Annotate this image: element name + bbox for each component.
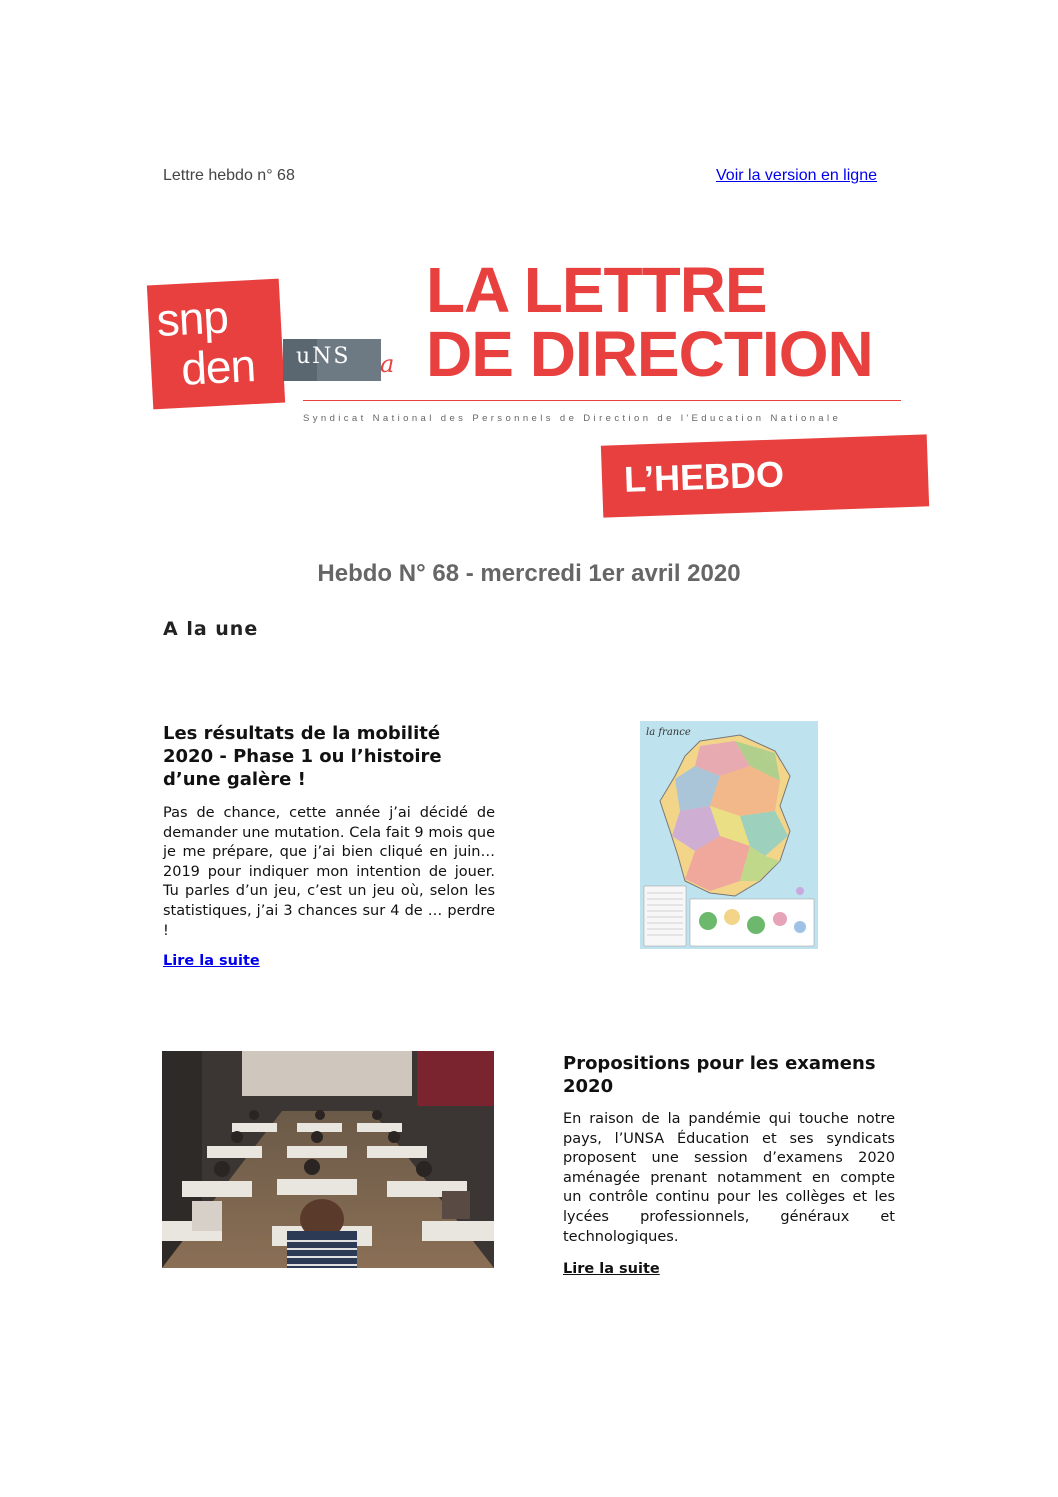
- logo-den-text: den: [179, 339, 257, 395]
- hebdo-banner-text: L’HEBDO: [623, 453, 785, 500]
- masthead-title: [426, 254, 873, 390]
- france-map-image[interactable]: [640, 721, 818, 949]
- hebdo-banner: [601, 434, 929, 517]
- unsa-logo-text: uNS: [296, 344, 351, 369]
- article-body: Pas de chance, cette année j’ai décidé de demander une mutation. Cela fait 9 mois que je me prépare, que j’ai bien cliqué en juin… 2019 pour indiquer mon intention de jouer. Tu parles d’un jeu, c’est un jeu où, selon les statistiques, j’ai 3 chances sur 4 de … perdre !: [163, 805, 495, 939]
- online-version-link[interactable]: Voir la version en ligne: [716, 167, 877, 184]
- article-title: Propositions pour les examens 2020: [563, 1053, 876, 1097]
- snpden-logo: [147, 279, 285, 410]
- exam-hall-photo[interactable]: [162, 1051, 494, 1268]
- unsa-logo-a: a: [380, 350, 395, 378]
- masthead-title-line2: DE DIRECTION: [426, 318, 873, 390]
- masthead-title-line1: LA LETTRE: [426, 254, 767, 326]
- read-more-link[interactable]: Lire la suite: [563, 1261, 660, 1277]
- syndicat-subtitle: Syndicat National des Personnels de Direction de l'Education Nationale: [303, 413, 842, 424]
- map-title-icon: la france: [646, 727, 691, 738]
- masthead-divider: [303, 400, 901, 401]
- read-more-link[interactable]: Lire la suite: [163, 953, 260, 969]
- issue-title: Hebdo N° 68 - mercredi 1er avril 2020: [317, 560, 741, 587]
- logo-snp-text: snp: [155, 290, 230, 347]
- issue-label: Lettre hebdo n° 68: [163, 167, 295, 184]
- article-body: En raison de la pandémie qui touche notre pays, l’UNSA Éducation et ses syndicats proposent une session d’examens 2020 aménagée prenant notamment en compte un contrôle continu pour les collèges et les lycées professionnels, généraux et technologiques.: [563, 1111, 895, 1245]
- article-title: Les résultats de la mobilité 2020 - Phase 1 ou l’histoire d’une galère !: [163, 723, 442, 790]
- section-title: A la une: [163, 618, 259, 640]
